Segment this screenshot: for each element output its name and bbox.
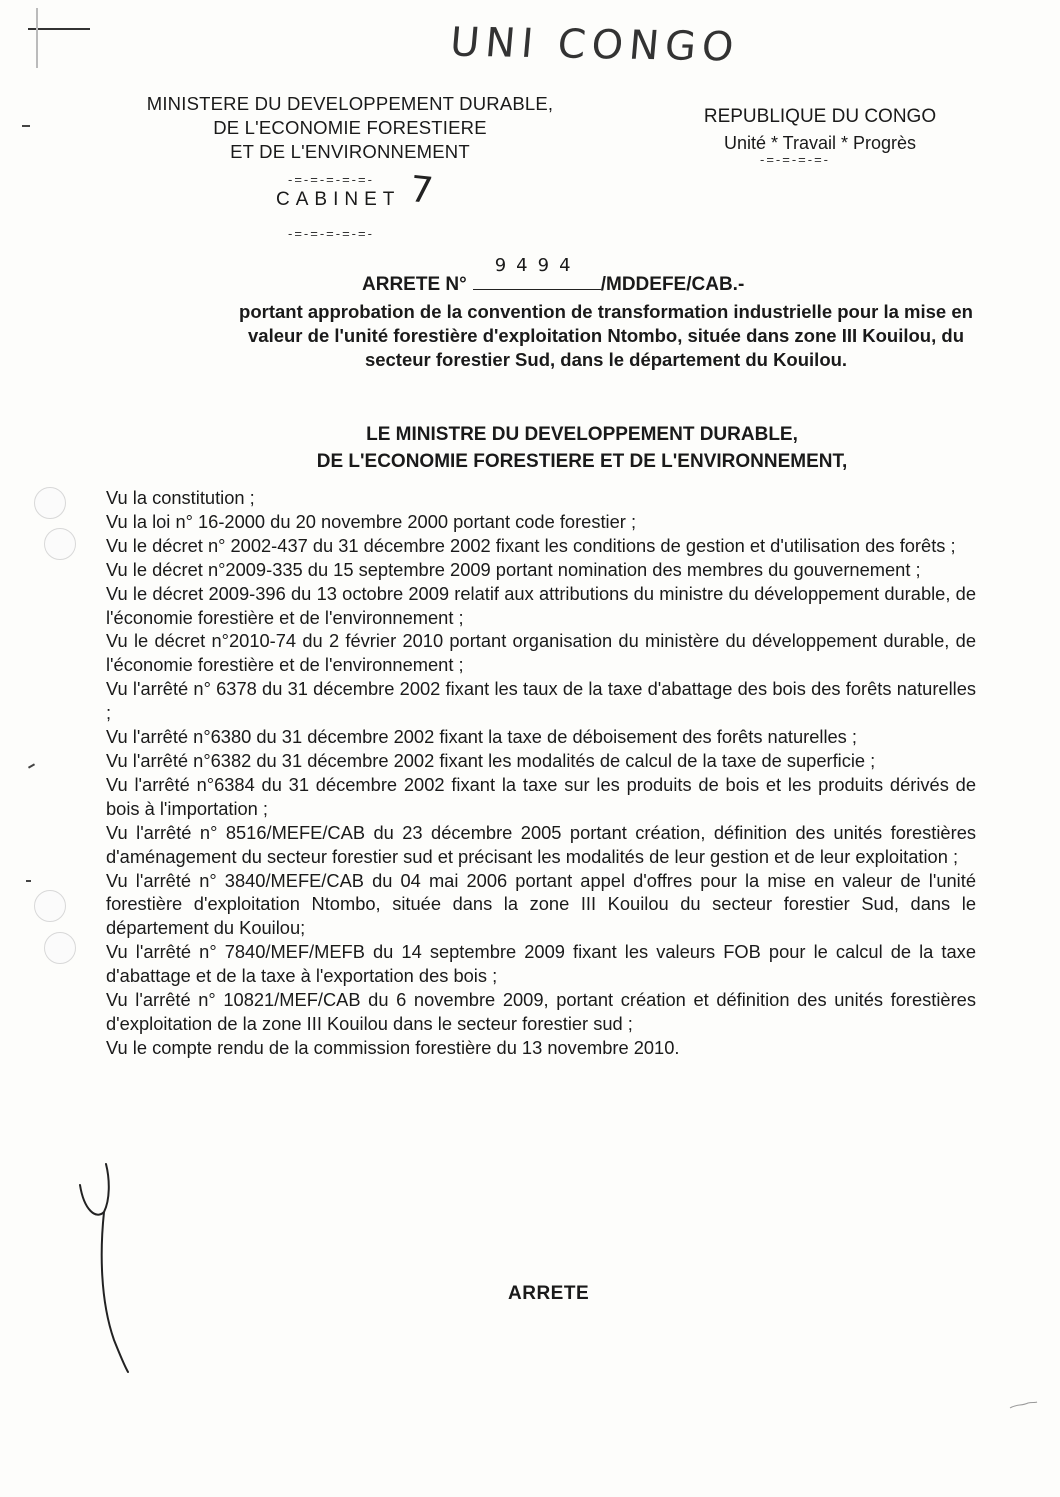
scan-corner-tick [36, 8, 38, 68]
scan-dash-mark [22, 125, 30, 127]
visas-list [106, 486, 976, 1060]
arrete-subject: portant approbation de la convention de transformation industrielle pour la mise en valeur de l'unité forestière d'exploitation Ntombo, située dans zone III Kouilou, du secteur forestier Sud, dans le département du Kouilou. [239, 301, 973, 370]
scan-dash-mark [26, 880, 31, 882]
arrete-number-line [362, 255, 745, 296]
arrete-number-blank [473, 255, 601, 290]
visa-item: Vu la loi n° 16-2000 du 20 novembre 2000 portant code forestier ; [106, 510, 637, 532]
visa-item: Vu l'arrêté n°6382 du 31 décembre 2002 fixant les modalités de calcul de la taxe de superficie ; [106, 749, 876, 771]
minister-heading [262, 421, 902, 475]
visa-item: Vu le décret 2009-396 du 13 octobre 2009 relatif aux attributions du ministre du développement durable, de l'économie forestière et de l'environnement ; [106, 582, 976, 628]
punch-hole [34, 890, 66, 922]
cabinet-handwritten-mark: 7 [407, 168, 435, 213]
punch-hole [44, 528, 76, 560]
republic-name: REPUBLIQUE DU CONGO [703, 106, 937, 127]
republic-motto: Unité * Travail * Progrès [723, 133, 917, 153]
republic-header [670, 104, 970, 156]
arrete-number: 9494 [494, 255, 581, 276]
punch-hole [44, 932, 76, 964]
visa-item: Vu l'arrêté n° 10821/MEF/CAB du 6 novembre 2009, portant création et définition des unités forestières d'exploitation de la zone III Kouilou dans le secteur forestier sud ; [106, 989, 976, 1034]
ministry-separator: -=-=-=-=-=- [288, 172, 374, 187]
scan-dash-mark [28, 763, 35, 768]
decision-heading: ARRETE [508, 1283, 590, 1304]
scan-smudge-mark [1008, 1400, 1038, 1410]
visa-item: Vu la constitution ; [106, 487, 255, 508]
handwritten-initials-mark [70, 1150, 160, 1380]
ministry-line: MINISTERE DU DEVELOPPEMENT DURABLE, [146, 93, 554, 114]
visa-item: Vu l'arrêté n°6380 du 31 décembre 2002 fixant la taxe de déboisement des forêts naturelles ; [106, 726, 857, 748]
visa-item: Vu le décret n°2009-335 du 15 septembre 2009 portant nomination des membres du gouvernement ; [106, 558, 921, 580]
cabinet-separator: -=-=-=-=-=- [288, 226, 374, 241]
punch-hole [34, 487, 66, 519]
ministry-header [100, 92, 600, 164]
handwritten-annotation: UNI CONGO [448, 19, 742, 71]
visa-item: Vu l'arrêté n°6384 du 31 décembre 2002 fixant la taxe sur les produits de bois et les produits dérivés de bois à l'importation ; [106, 773, 976, 819]
visa-item: Vu l'arrêté n° 6378 du 31 décembre 2002 fixant les taux de la taxe d'abattage des bois des forêts naturelles ; [106, 678, 976, 724]
ministry-line: ET DE L'ENVIRONNEMENT [230, 141, 470, 162]
cabinet-label: CABINET [276, 189, 401, 210]
minister-line: LE MINISTRE DU DEVELOPPEMENT DURABLE, [366, 424, 798, 445]
republic-separator: -=-=-=-=- [760, 152, 831, 167]
visa-item: Vu l'arrêté n° 3840/MEFE/CAB du 04 mai 2006 portant appel d'offres pour la mise en valeur de l'unité forestière d'exploitation Ntombo, située dans la zone III Kouilou du secteur forestier Sud, dans le département du Kouilou; [106, 869, 976, 939]
arrete-suffix: /MDDEFE/CAB.- [600, 274, 745, 295]
ministry-line: DE L'ECONOMIE FORESTIERE [213, 117, 487, 138]
minister-line: DE L'ECONOMIE FORESTIERE ET DE L'ENVIRONNEMENT, [316, 451, 848, 472]
visa-item: Vu le décret n°2010-74 du 2 février 2010 portant organisation du ministère du développement durable, de l'économie forestière et de l'environnement ; [106, 630, 976, 676]
visa-item: Vu le décret n° 2002-437 du 31 décembre 2002 fixant les conditions de gestion et d'utilisation des forêts ; [106, 534, 956, 556]
visa-item: Vu l'arrêté n° 7840/MEF/MEFB du 14 septembre 2009 fixant les valeurs FOB pour le calcul de la taxe d'abattage et de la taxe à l'exportation des bois ; [106, 941, 976, 987]
visa-item: Vu l'arrêté n° 8516/MEFE/CAB du 23 décembre 2005 portant création, définition des unités forestières d'aménagement du secteur forestier sud et précisant les modalités de leur gestion et de leur exploitation ; [106, 821, 976, 867]
visa-item: Vu le compte rendu de la commission forestière du 13 novembre 2010. [106, 1036, 680, 1058]
arrete-prefix: ARRETE N° [362, 274, 467, 295]
